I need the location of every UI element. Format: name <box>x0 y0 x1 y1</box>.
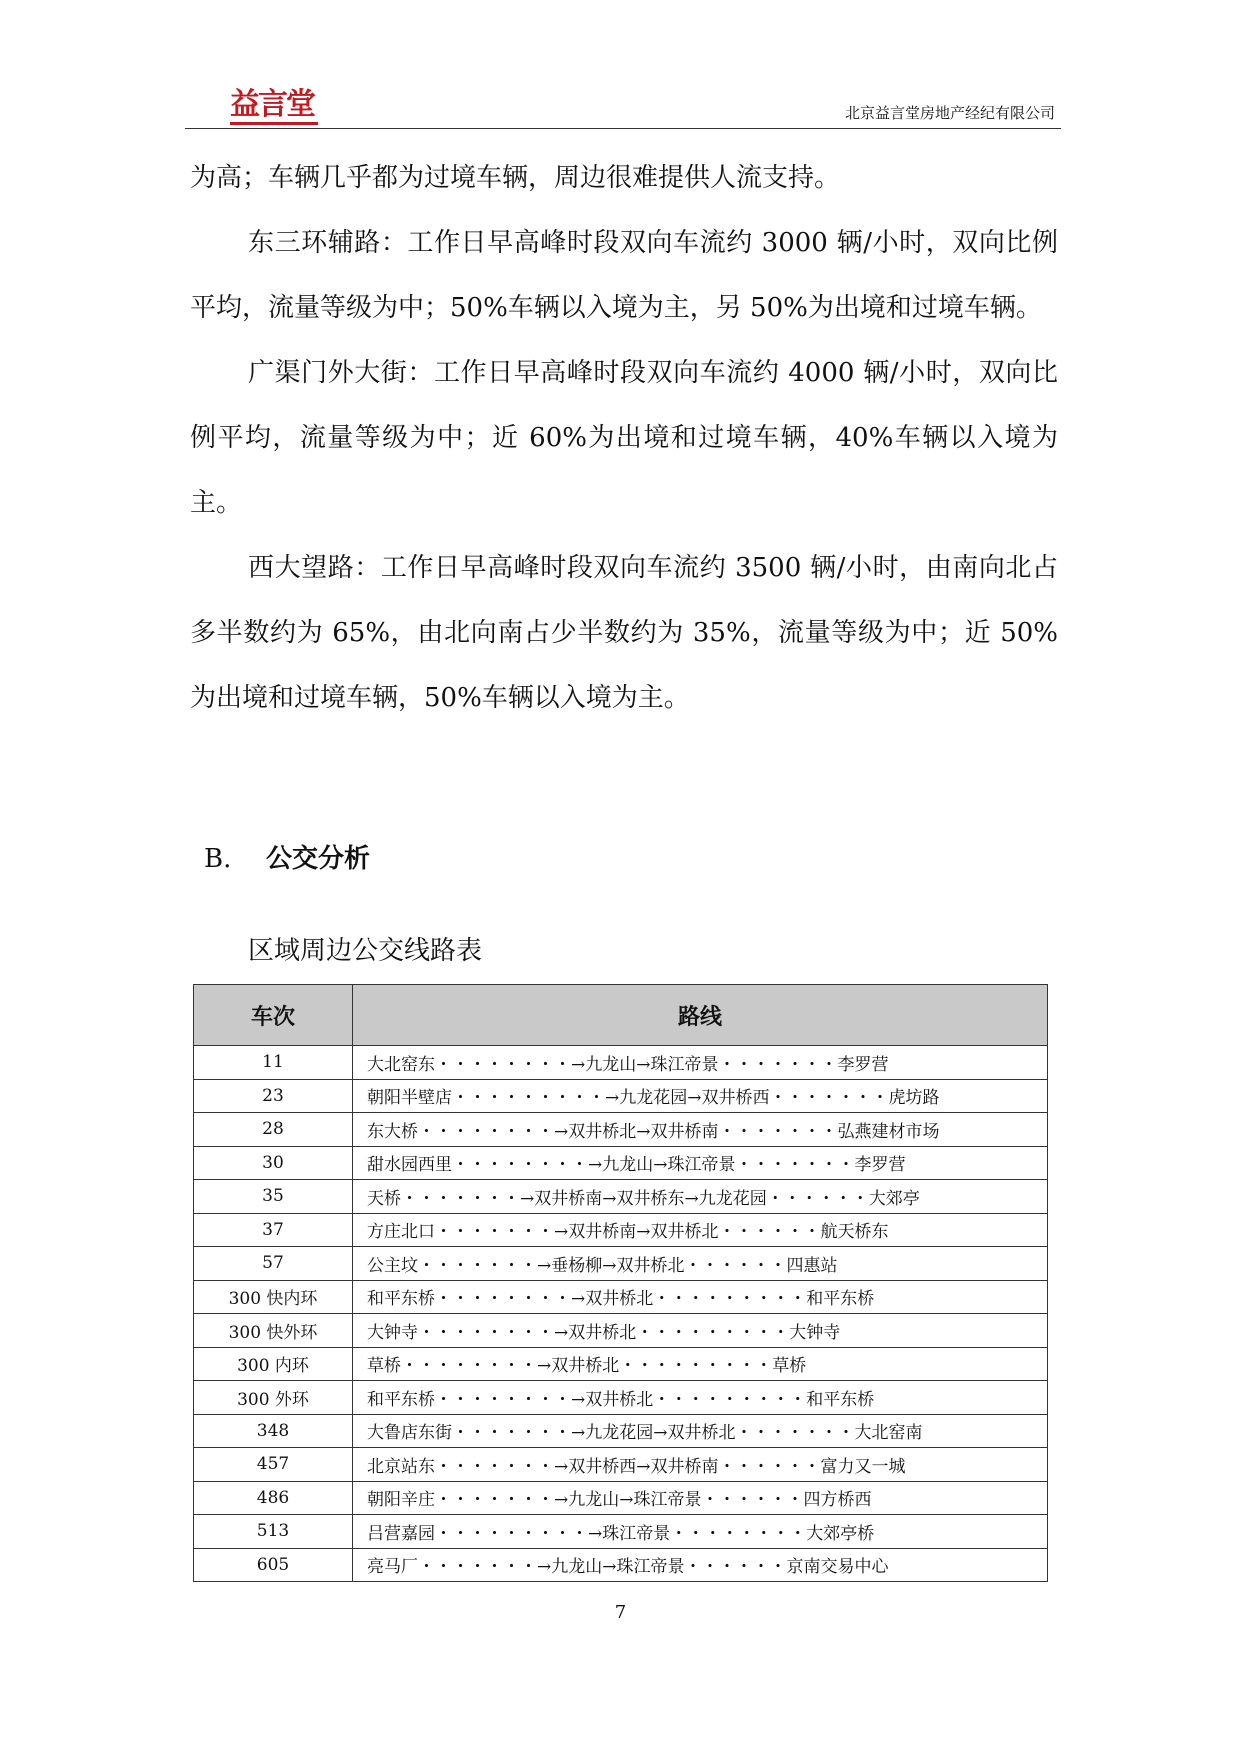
paragraph-guangqumen: 广渠门外大街：工作日早高峰时段双向车流约 4000 辆/小时，双向比例平均，流量等级为中；近 60%为出境和过境车辆，40%车辆以入境为主。 <box>190 358 1058 518</box>
route-cell: 吕营嘉园・・・・・・・・・→珠江帝景・・・・・・・・大郊亭桥 <box>353 1515 1048 1549</box>
bus-number-cell: 11 <box>194 1046 353 1080</box>
table-row <box>194 1314 1048 1348</box>
route-cell: 大北窑东・・・・・・・・→九龙山→珠江帝景・・・・・・・李罗营 <box>353 1046 1048 1080</box>
route-cell: 草桥・・・・・・・・→双井桥北・・・・・・・・・草桥 <box>353 1347 1048 1381</box>
paragraph-dongsanhuan: 东三环辅路：工作日早高峰时段双向车流约 3000 辆/小时，双向比例平均，流量等级为中；50%车辆以入境为主，另 50%为出境和过境车辆。 <box>190 228 1058 323</box>
table-caption: 区域周边公交线路表 <box>248 936 483 966</box>
bus-number-cell: 513 <box>194 1515 353 1549</box>
body-text <box>190 146 1058 731</box>
table-row <box>194 1247 1048 1281</box>
route-cell: 和平东桥・・・・・・・・→双井桥北・・・・・・・・・和平东桥 <box>353 1381 1048 1415</box>
header-route: 路线 <box>353 985 1048 1046</box>
bus-number-cell: 605 <box>194 1548 353 1582</box>
bus-number-cell: 486 <box>194 1481 353 1515</box>
table-row <box>194 1280 1048 1314</box>
route-cell: 亮马厂・・・・・・・→九龙山→珠江帝景・・・・・・京南交易中心 <box>353 1548 1048 1582</box>
section-heading <box>204 838 370 875</box>
route-cell: 东大桥・・・・・・・・→双井桥北→双井桥南・・・・・・・弘燕建材市场 <box>353 1113 1048 1147</box>
bus-number-cell: 348 <box>194 1414 353 1448</box>
route-cell: 大钟寺・・・・・・・・→双井桥北・・・・・・・・・大钟寺 <box>353 1314 1048 1348</box>
header-bus-number: 车次 <box>194 985 353 1046</box>
route-cell: 朝阳辛庄・・・・・・・→九龙山→珠江帝景・・・・・・四方桥西 <box>353 1481 1048 1515</box>
bus-number-cell: 57 <box>194 1247 353 1281</box>
logo-underline <box>230 122 318 125</box>
table-row <box>194 1381 1048 1415</box>
bus-number-cell: 300 外环 <box>194 1381 353 1415</box>
table-row <box>194 1113 1048 1147</box>
table-row <box>194 1079 1048 1113</box>
route-cell: 甜水园西里・・・・・・・・→九龙山→珠江帝景・・・・・・・李罗营 <box>353 1146 1048 1180</box>
table-row <box>194 1414 1048 1448</box>
bus-number-cell: 35 <box>194 1180 353 1214</box>
bus-number-cell: 457 <box>194 1448 353 1482</box>
table-body <box>194 1046 1048 1582</box>
page-header <box>185 82 1061 129</box>
bus-number-cell: 300 内环 <box>194 1347 353 1381</box>
company-logo: 益言堂 <box>230 87 314 122</box>
bus-number-cell: 300 快内环 <box>194 1280 353 1314</box>
table-row <box>194 1347 1048 1381</box>
route-cell: 方庄北口・・・・・・・→双井桥南→双井桥北・・・・・・航天桥东 <box>353 1213 1048 1247</box>
bus-number-cell: 23 <box>194 1079 353 1113</box>
table-row <box>194 1213 1048 1247</box>
route-cell: 天桥・・・・・・・→双井桥南→双井桥东→九龙花园・・・・・・大郊亭 <box>353 1180 1048 1214</box>
bus-number-cell: 37 <box>194 1213 353 1247</box>
table-row <box>194 1448 1048 1482</box>
table-row <box>194 1046 1048 1080</box>
route-cell: 公主坟・・・・・・・→垂杨柳→双井桥北・・・・・・四惠站 <box>353 1247 1048 1281</box>
company-name: 北京益言堂房地产经纪有限公司 <box>844 104 1055 122</box>
table-row <box>194 1146 1048 1180</box>
route-cell: 大鲁店东街・・・・・・・→九龙花园→双井桥北・・・・・・・大北窑南 <box>353 1414 1048 1448</box>
bus-number-cell: 30 <box>194 1146 353 1180</box>
section-title: 公交分析 <box>266 844 371 874</box>
page-number: 7 <box>614 1602 627 1623</box>
route-cell: 朝阳半壁店・・・・・・・・・→九龙花园→双井桥西・・・・・・・虎坊路 <box>353 1079 1048 1113</box>
table-row <box>194 1548 1048 1582</box>
table-row <box>194 1515 1048 1549</box>
table-header-row <box>194 985 1048 1046</box>
table-row <box>194 1481 1048 1515</box>
bus-number-cell: 28 <box>194 1113 353 1147</box>
table-row <box>194 1180 1048 1214</box>
bus-number-cell: 300 快外环 <box>194 1314 353 1348</box>
section-letter: B. <box>204 844 232 874</box>
paragraph-xidawang: 西大望路：工作日早高峰时段双向车流约 3500 辆/小时，由南向北占多半数约为 65%，由北向南占少半数约为 35%，流量等级为中；近 50%为出境和过境车辆，50%车辆以入境为主。 <box>190 553 1058 713</box>
bus-route-table <box>193 984 1048 1582</box>
route-cell: 北京站东・・・・・・・→双井桥西→双井桥南・・・・・・富力又一城 <box>353 1448 1048 1482</box>
paragraph-continued: 为高；车辆几乎都为过境车辆，周边很难提供人流支持。 <box>190 163 841 193</box>
route-cell: 和平东桥・・・・・・・・→双井桥北・・・・・・・・・和平东桥 <box>353 1280 1048 1314</box>
